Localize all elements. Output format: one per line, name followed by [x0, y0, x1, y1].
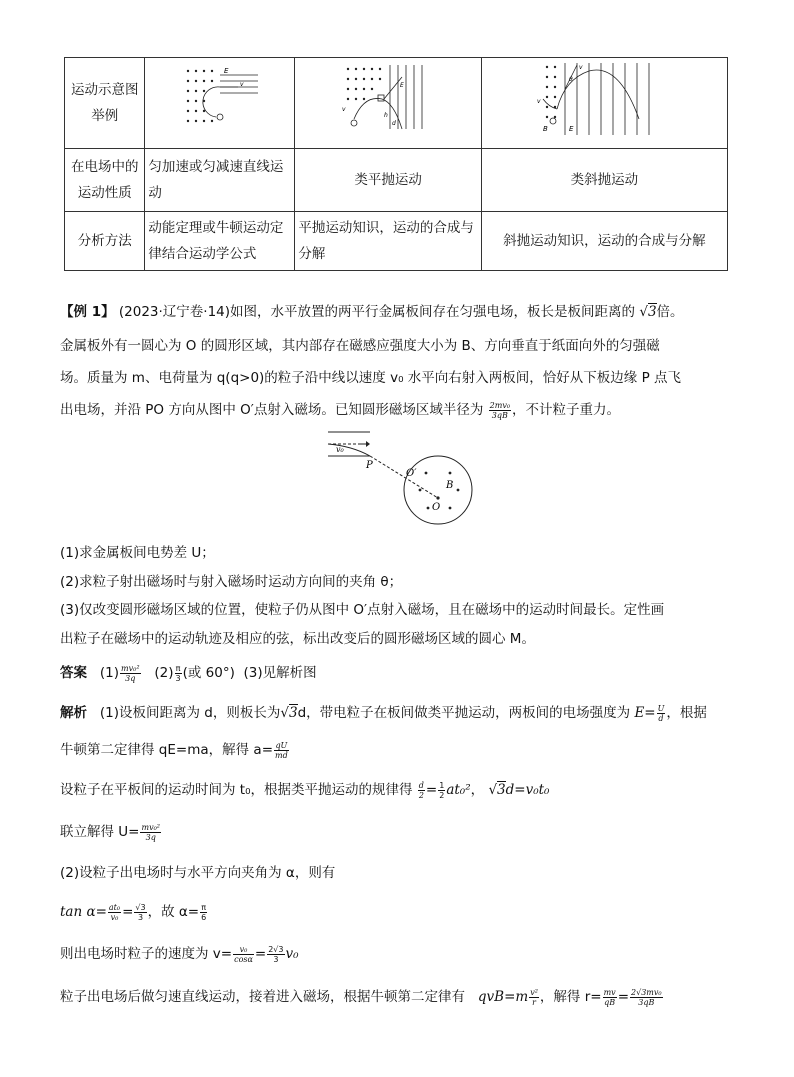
- diagram-cell-2: [295, 58, 481, 149]
- svg-text:v: v: [537, 97, 541, 105]
- svg-text:B: B: [543, 124, 549, 133]
- solution-line-5: (2)设粒子出电场时与水平方向夹角为 α，则有: [60, 865, 336, 881]
- svg-text:B: B: [446, 480, 454, 491]
- question-1: (1)求金属板间电势差 U；: [60, 545, 215, 561]
- answer-label: 答案: [60, 665, 87, 681]
- svg-text:v: v: [342, 105, 346, 113]
- svg-text:h: h: [384, 111, 388, 119]
- diagram-cell-3: [481, 58, 727, 149]
- svg-text:E: E: [400, 81, 404, 89]
- row-label-diagram: 运动示意图举例: [65, 58, 145, 149]
- solution-line-4: 联立解得 U= $\frac{\text{mv₀²}}{3q}$: [60, 822, 161, 842]
- problem-figure: [300, 428, 500, 528]
- projectile-diagram: [328, 59, 448, 139]
- example-tag: 【例 1】: [60, 304, 115, 320]
- question-3-line-1: (3)仅改变圆形磁场区域的位置，使粒子仍从图中 O′点射入磁场，且在磁场中的运动时间最长。定性画: [60, 602, 665, 618]
- question-3-line-2: 出粒子在磁场中的运动轨迹及相应的弦，标出改变后的圆形磁场区域的圆心 M。: [60, 631, 535, 647]
- svg-text:θ: θ: [569, 75, 574, 83]
- solution-line-7: 则出电场时粒子的速度为 v= $\frac{\text{v₀}}{\cos\alpha}$ = $\frac{2√3}{3}$ v₀: [60, 944, 299, 964]
- solution-line-2: 牛顿第二定律得 qE=ma，解得 a= $\frac{qU}{md}$: [60, 740, 288, 760]
- cell-text: 动能定理或牛顿运动定律结合运动学公式: [145, 212, 295, 271]
- row-label-method: 分析方法: [65, 212, 145, 271]
- svg-text:v₀: v₀: [336, 445, 344, 454]
- table-row: [65, 212, 728, 271]
- example-source: (2023·辽宁卷·14): [118, 304, 231, 320]
- example-line-2: 金属板外有一圆心为 O 的圆形区域，其内部存在磁感应强度大小为 B、方向垂直于纸面向外的匀强磁: [60, 338, 660, 354]
- oblique-projectile-diagram: [529, 59, 679, 139]
- solution-line-1: 解析 (1)设板间距离为 d，则板长为√3d，带电粒子在板间做类平抛运动，两板间的电场强度为 E= $\frac{U}{d}$ ，根据: [60, 703, 707, 723]
- table-row: [65, 58, 728, 149]
- svg-text:O′: O′: [406, 468, 417, 479]
- solution-label: 解析: [60, 705, 87, 721]
- solution-line-3: 设粒子在平板间的运动时间为 t₀，根据类平抛运动的规律得 $\frac{d}{2}$ = $\frac{1}{2}$ at₀²， √3d=v₀t₀: [60, 780, 550, 800]
- svg-text:O: O: [432, 502, 441, 513]
- cell-text: 类斜抛运动: [481, 149, 727, 212]
- row-label-nature: 在电场中的运动性质: [65, 149, 145, 212]
- solution-line-6: tan α= $\frac{\text{at₀}}{\text{v₀}}$ = $\frac{√3}{3}$ ，故 α= $\frac{\pi}{6}$: [60, 902, 207, 922]
- svg-text:v: v: [240, 80, 244, 88]
- solution-line-8: 粒子出电场后做匀速直线运动，接着进入磁场，根据牛顿第二定律有 qvB=m $\frac{\text{v²}}{r}$ ，解得 r= $\frac{mv}{qB}$ = $\frac{\text{2√3mv₀}}{3qB}$: [60, 987, 662, 1007]
- cell-text: 类平抛运动: [295, 149, 481, 212]
- cell-text: 匀加速或匀减速直线运动: [145, 149, 295, 212]
- motion-summary-table: [64, 57, 728, 271]
- svg-text:v: v: [579, 63, 583, 71]
- svg-text:d: d: [392, 119, 396, 127]
- example-line-3: 场。质量为 m、电荷量为 q(q>0)的粒子沿中线以速度 v₀ 水平向右射入两板间，恰好从下板边缘 P 点飞: [60, 370, 682, 386]
- diagram-cell-1: [145, 58, 295, 149]
- cell-text: 斜抛运动知识，运动的合成与分解: [481, 212, 727, 271]
- example-line-1: 【例 1】 (2023·辽宁卷·14)如图，水平放置的两平行金属板间存在匀强电场，板长是板间距离的 √3倍。: [60, 304, 684, 320]
- table-row: [65, 149, 728, 212]
- answer-line: 答案 (1) $\frac{\text{mv₀²}}{3q}$ (2) $\frac{\pi}{3}$ (或 60°) (3)见解析图: [60, 663, 317, 683]
- svg-text:E: E: [569, 124, 574, 133]
- svg-text:P: P: [366, 460, 373, 471]
- question-2: (2)求粒子射出磁场时与射入磁场时运动方向间的夹角 θ；: [60, 574, 403, 590]
- svg-text:E: E: [224, 66, 229, 75]
- example-line-4: 出电场，并沿 PO 方向从图中 O′点射入磁场。已知圆形磁场区域半径为 $\frac{\text{2mv₀}}{3qB}$ ，不计粒子重力。: [60, 400, 621, 420]
- cell-text: 平抛运动知识，运动的合成与分解: [295, 212, 481, 271]
- uniform-accel-diagram: [148, 59, 288, 139]
